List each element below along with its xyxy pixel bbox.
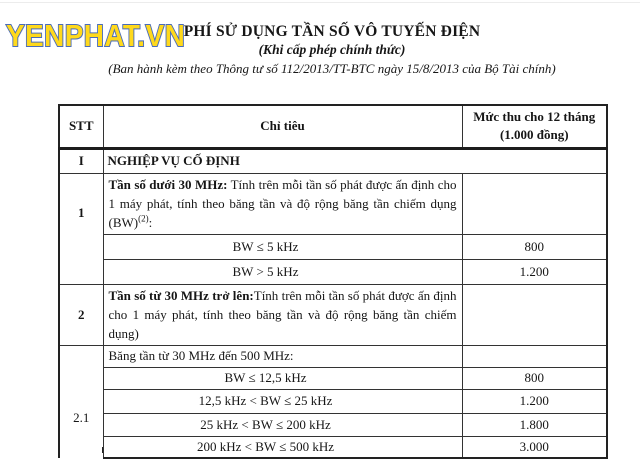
- bw-label-cell: 25 kHz < BW ≤ 200 kHz: [103, 413, 462, 436]
- fee-table: [58, 104, 608, 459]
- band-label-cell: Băng tần từ 30 MHz đến 500 MHz:: [103, 345, 462, 367]
- table-row-section-I: [59, 148, 607, 173]
- value-cell-empty: [462, 345, 607, 367]
- stt-cell: I: [59, 148, 103, 173]
- table-row-section-1-desc: [59, 173, 607, 234]
- description-text: Tính trên mỗi tần số phát được ấn định cho 1 máy phát, tính theo băng tần và độ rộng băng tần chiếm dụng): [108, 287, 457, 341]
- table-row-bw: [59, 389, 607, 413]
- description-text: Tính trên mỗi tần số phát được ấn định cho 1 máy phát, tính theo băng tần và độ rộng băng tần chiếm dụng (BW): [108, 176, 457, 230]
- header-stt: STT: [59, 105, 103, 148]
- document-heading: [58, 23, 606, 77]
- fee-value-cell: 1.800: [462, 413, 607, 436]
- bw-label-cell: BW ≤ 5 kHz: [103, 234, 462, 259]
- fee-value-cell: 800: [462, 367, 607, 389]
- section-label-cell: NGHIỆP VỤ CỐ ĐỊNH: [103, 148, 607, 173]
- table-row-bw: [59, 413, 607, 436]
- description-tail: :: [148, 214, 153, 230]
- fee-value-cell: 800: [462, 234, 607, 259]
- table-row-bw: [59, 234, 607, 259]
- stt-cell: 2: [59, 284, 103, 345]
- description-bold-lead: Tần số dưới 30 MHz:: [108, 176, 228, 192]
- yenphat-watermark-logo: YENPHAT.VN: [6, 18, 186, 53]
- footnote-superscript: (2): [138, 213, 149, 224]
- document-subtitle: (Khi cấp phép chính thức): [258, 42, 406, 57]
- issuance-note: (Ban hành kèm theo Thông tư số 112/2013/TT-BTC ngày 15/8/2013 của Bộ Tài chính): [108, 61, 556, 76]
- bw-label-cell: BW ≤ 12,5 kHz: [103, 367, 462, 389]
- description-cell: [103, 284, 462, 345]
- table-row-bw: [59, 259, 607, 284]
- header-criteria: Chỉ tiêu: [103, 105, 462, 148]
- table-row-bw: [59, 367, 607, 389]
- value-cell-empty: [462, 173, 607, 234]
- header-fee: Mức thu cho 12 tháng (1.000 đồng): [462, 105, 607, 148]
- table-row-band: [59, 345, 607, 367]
- description-cell: [103, 173, 462, 234]
- value-cell-empty: [462, 284, 607, 345]
- table-row-bw: [59, 436, 607, 458]
- fee-value-cell: 3.000: [462, 436, 607, 458]
- table-row-section-2-desc: [59, 284, 607, 345]
- document-title: PHÍ SỬ DỤNG TẦN SỐ VÔ TUYẾN ĐIỆN: [183, 23, 481, 40]
- table-header-row: [59, 105, 607, 148]
- scan-edge-artifact: [0, 2, 640, 3]
- description-bold-lead: Tần số từ 30 MHz trở lên:: [108, 287, 254, 303]
- stt-cell: 1: [59, 173, 103, 284]
- fee-value-cell: 1.200: [462, 259, 607, 284]
- bw-label-cell: BW > 5 kHz: [103, 259, 462, 284]
- table-left-border-stub: [58, 447, 60, 453]
- bw-label-cell: 200 kHz < BW ≤ 500 kHz: [103, 436, 462, 458]
- fee-value-cell: 1.200: [462, 389, 607, 413]
- bw-label-cell: 12,5 kHz < BW ≤ 25 kHz: [103, 389, 462, 413]
- stt-divider-stub: [102, 447, 103, 453]
- stt-cell: 2.1: [59, 345, 103, 458]
